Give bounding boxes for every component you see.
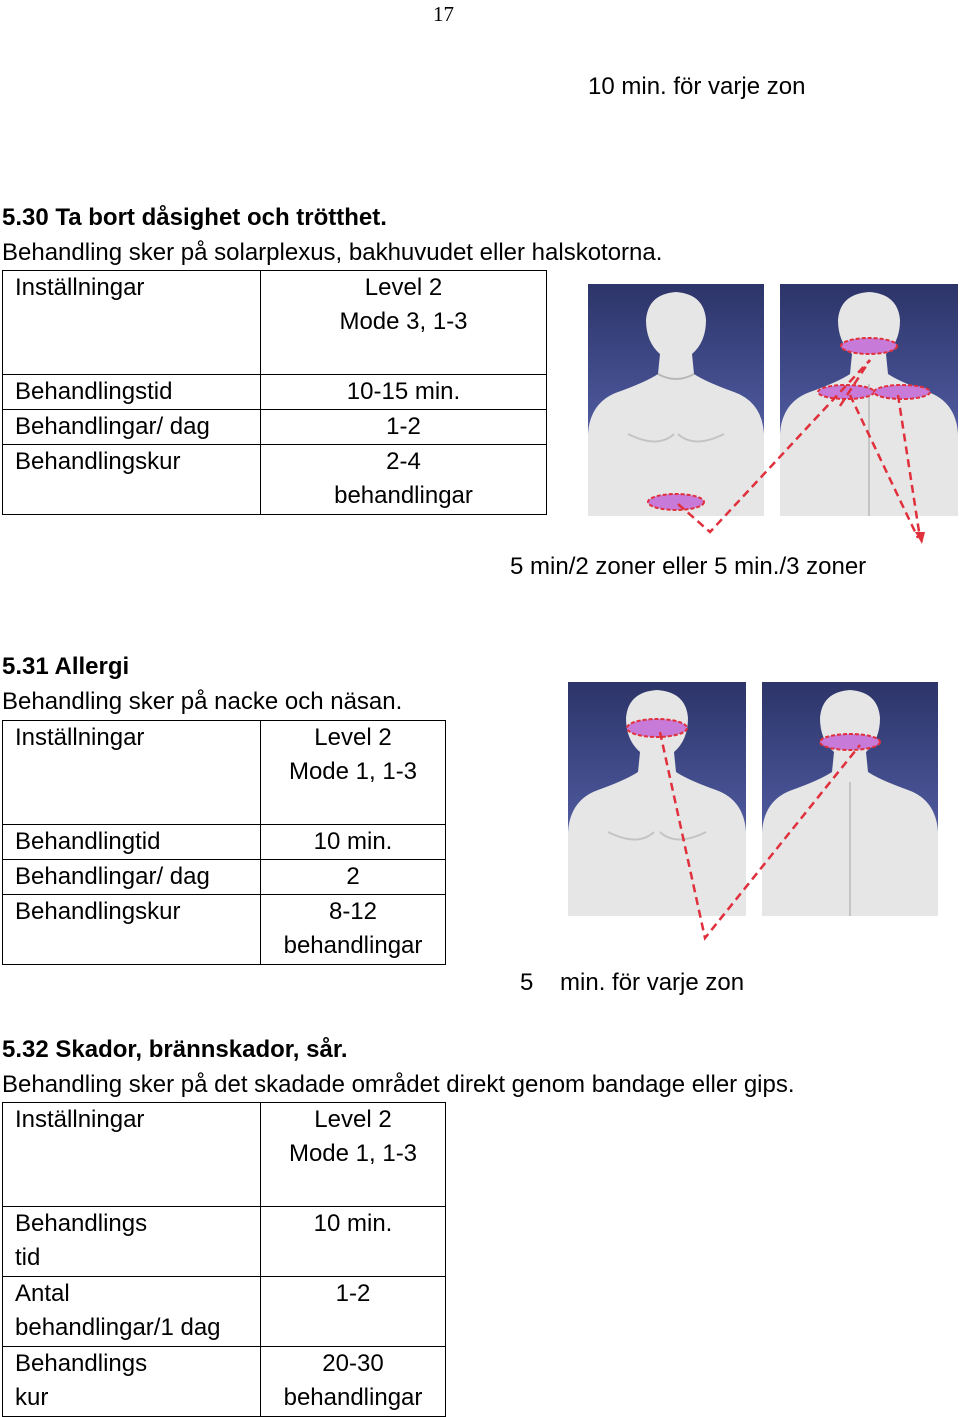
section-heading-5-30: 5.30 Ta bort dåsighet och trötthet.	[2, 204, 387, 231]
settings-value	[261, 271, 547, 375]
settings-table-5-32	[2, 1102, 446, 1417]
table-row	[3, 271, 547, 375]
value-line: behandlingar	[283, 1384, 423, 1411]
treatments-per-day-label	[3, 1277, 261, 1347]
value-line: Level 2	[364, 274, 443, 301]
section-description-5-31: Behandling sker på nacke och näsan.	[2, 688, 403, 715]
treatment-time-label: Behandlingstid	[3, 375, 261, 410]
table-row	[3, 1347, 446, 1417]
page-number: 17	[433, 2, 454, 26]
table-row	[3, 375, 547, 410]
table-row	[3, 445, 547, 515]
table-row	[3, 410, 547, 445]
treatment-course-label: Behandlingskur	[3, 445, 261, 515]
treatments-per-day-label: Behandlingar/ dag	[3, 410, 261, 445]
treatments-per-day-value: 1-2	[261, 410, 547, 445]
settings-label: Inställningar	[3, 721, 261, 825]
treatment-time-label	[3, 1207, 261, 1277]
table-row	[3, 1277, 446, 1347]
value-line: Mode 3, 1-3	[339, 308, 468, 335]
table-row	[3, 721, 446, 825]
table-row	[3, 895, 446, 965]
value-line: Mode 1, 1-3	[288, 1140, 418, 1167]
value-line: behandlingar	[283, 932, 423, 959]
settings-value	[261, 1103, 446, 1207]
settings-label: Inställningar	[3, 271, 261, 375]
treatment-time-value: 10 min.	[261, 1207, 446, 1277]
zone-connector-lines	[560, 720, 960, 950]
treatments-per-day-label: Behandlingar/ dag	[3, 860, 261, 895]
treatments-per-day-value: 2	[261, 860, 446, 895]
treatment-course-value	[261, 1347, 446, 1417]
settings-value	[261, 721, 446, 825]
treatment-course-label	[3, 1347, 261, 1417]
label-line: behandlingar/1 dag	[15, 1314, 221, 1341]
treatment-course-value	[261, 895, 446, 965]
label-line: Antal	[15, 1280, 70, 1307]
label-line: Behandlings	[15, 1350, 148, 1377]
treatment-time-label: Behandlingtid	[3, 825, 261, 860]
label-line: tid	[15, 1244, 41, 1271]
table-row	[3, 1207, 446, 1277]
settings-label: Inställningar	[3, 1103, 261, 1207]
settings-table-5-30	[2, 270, 547, 515]
table-row	[3, 860, 446, 895]
top-note: 10 min. för varje zon	[588, 73, 806, 100]
zone-connector-lines	[560, 320, 960, 560]
treatments-per-day-value: 1-2	[261, 1277, 446, 1347]
section-heading-5-31: 5.31 Allergi	[2, 653, 130, 680]
section-heading-5-32: 5.32 Skador, brännskador, sår.	[2, 1036, 348, 1063]
label-line: Behandlings	[15, 1210, 148, 1237]
value-line: Mode 1, 1-3	[288, 758, 418, 785]
value-line: behandlingar	[334, 482, 473, 509]
section-description-5-30: Behandling sker på solarplexus, bakhuvudet eller halskotorna.	[2, 239, 663, 266]
section-description-5-32: Behandling sker på det skadade området direkt genom bandage eller gips.	[2, 1071, 795, 1098]
value-line: 20-30	[322, 1350, 384, 1377]
value-line: 2-4	[386, 448, 421, 475]
treatment-time-value: 10 min.	[261, 825, 446, 860]
treatment-course-label: Behandlingskur	[3, 895, 261, 965]
settings-table-5-31	[2, 720, 446, 965]
value-line: 8-12	[328, 898, 378, 925]
treatment-course-value	[261, 445, 547, 515]
table-row	[3, 825, 446, 860]
figure-caption-5-31: 5 min. för varje zon	[520, 969, 745, 996]
label-line: kur	[15, 1384, 49, 1411]
value-line: Level 2	[314, 724, 392, 751]
value-line: Level 2	[314, 1106, 392, 1133]
treatment-time-value: 10-15 min.	[261, 375, 547, 410]
figure-caption-5-30: 5 min/2 zoner eller 5 min./3 zoner	[510, 553, 867, 580]
table-row	[3, 1103, 446, 1207]
